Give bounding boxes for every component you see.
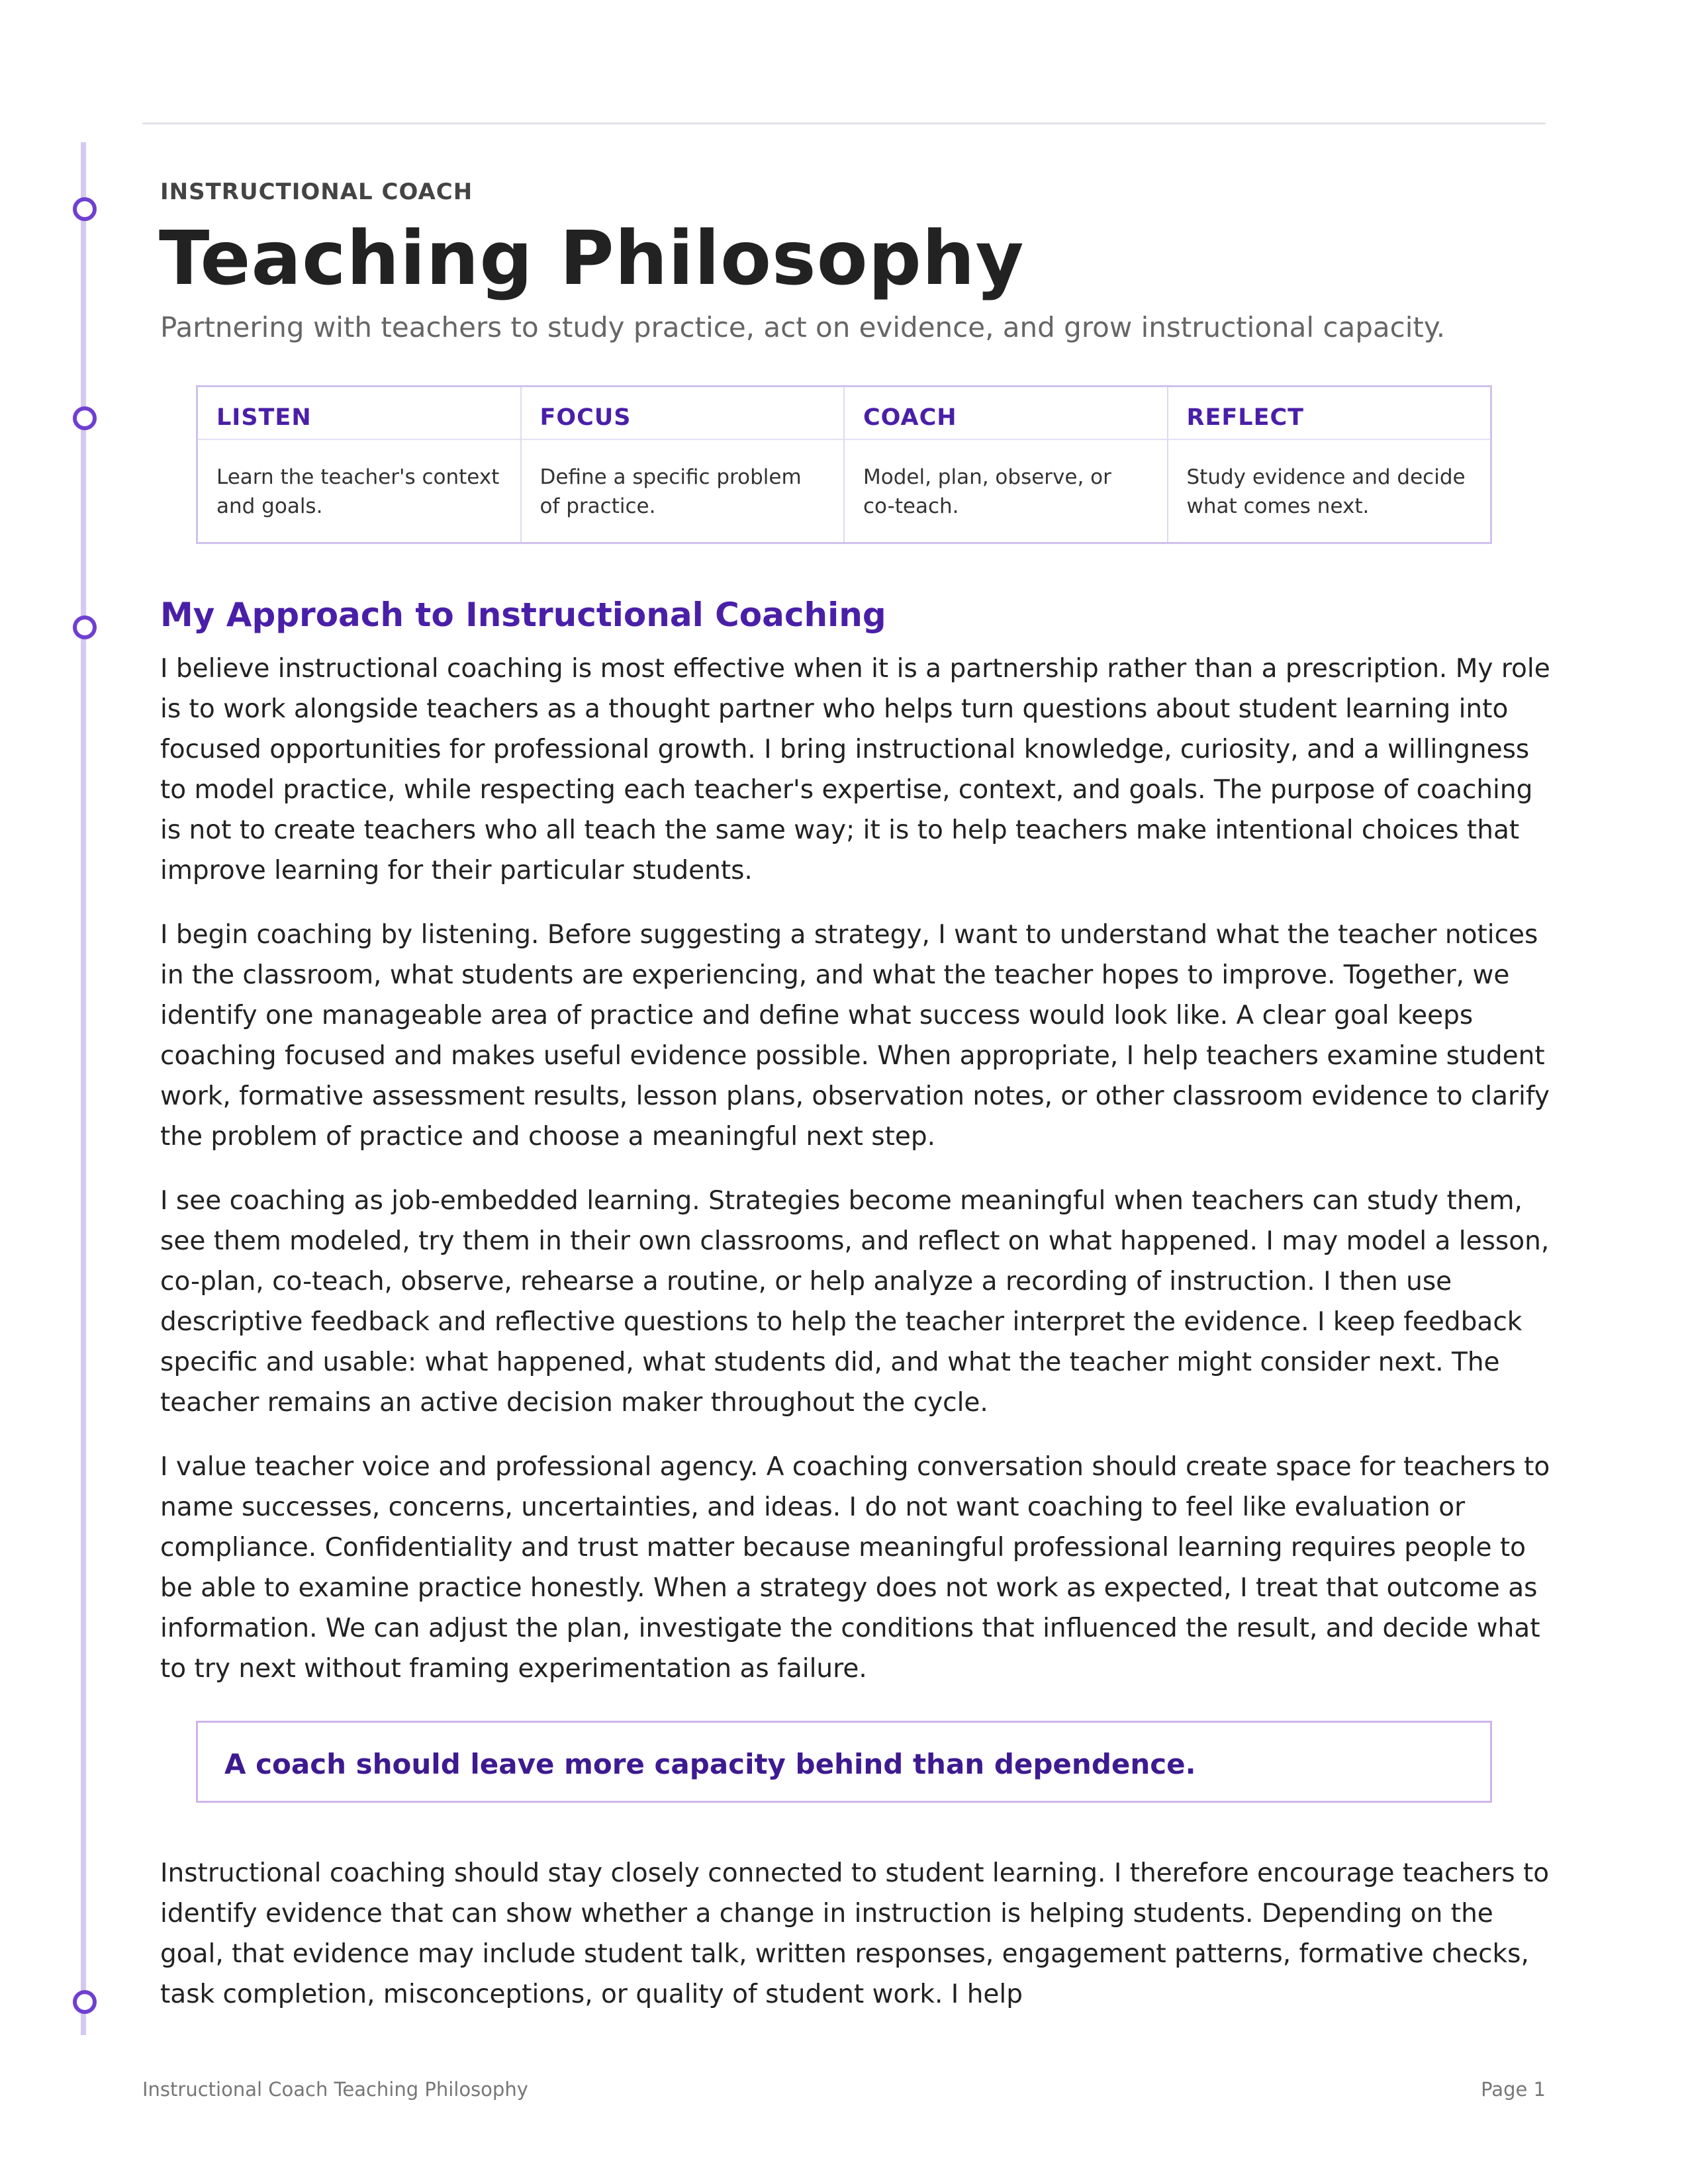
- step-description: Define a specific problem of practice.: [539, 465, 802, 518]
- step-description: Learn the teacher's context and goals.: [216, 465, 500, 518]
- coaching-cycle-table: [196, 385, 1492, 544]
- document-eyebrow: INSTRUCTIONAL COACH: [160, 179, 473, 205]
- step-listen: [198, 387, 522, 542]
- step-label: FOCUS: [522, 387, 844, 440]
- page-subtitle: Partnering with teachers to study practice, act on evidence, and grow instructional capacity.: [160, 311, 1446, 343]
- body-paragraph: I believe instructional coaching is most effective when it is a partnership rather than a prescription. My role is to work alongside teachers as a thought partner who helps turn questions about student learning into focused opportunities for professional growth. I bring instructional knowledge, curiosity, and a willingness to model practice, while respecting each teacher's expertise, context, and goals. The purpose of coaching is not to create teachers who all teach the same way; it is to help teachers make intentional choices that improve learning for their particular students.: [160, 654, 1550, 886]
- pull-quote: A coach should leave more capacity behind than dependence.: [196, 1721, 1492, 1803]
- footer-document-title: Instructional Coach Teaching Philosophy: [142, 2078, 528, 2101]
- body-paragraph: Instructional coaching should stay closely connected to student learning. I therefore encourage teachers to identify evidence that can show whether a change in instruction is helping students. Depending on the goal, that evidence may include student talk, written responses, engagement patterns, formative checks, task completion, misconceptions, or quality of student work. I help: [160, 1858, 1550, 2009]
- step-coach: [845, 387, 1168, 542]
- body-paragraph: I value teacher voice and professional agency. A coaching conversation should create space for teachers to name successes, concerns, uncertainties, and ideas. I do not want coaching to feel like evaluation or compliance. Confidentiality and trust matter because meaningful professional learning requires people to be able to examine practice honestly. When a strategy does not work as expected, I treat that outcome as information. We can adjust the plan, investigate the conditions that influenced the result, and decide what to try next without framing experimentation as failure.: [160, 1452, 1550, 1684]
- timeline-node-icon: [73, 197, 97, 221]
- page-title: Teaching Philosophy: [159, 216, 1025, 302]
- step-label: REFLECT: [1168, 387, 1491, 440]
- section-heading: My Approach to Instructional Coaching: [160, 596, 886, 634]
- step-description: Study evidence and decide what comes next.: [1186, 465, 1466, 518]
- top-divider: [142, 122, 1546, 124]
- footer-page-number: Page 1: [1481, 2078, 1546, 2101]
- body-paragraph: I see coaching as job-embedded learning. Strategies become meaningful when teachers can study them, see them modeled, try them in their own classrooms, and reflect on what happened. I may model a lesson, co-plan, co-teach, observe, rehearse a routine, or help analyze a recording of instruction. I then use descriptive feedback and reflective questions to help the teacher interpret the evidence. I keep feedback specific and usable: what happened, what students did, and what the teacher might consider next. The teacher remains an active decision maker throughout the cycle.: [160, 1186, 1550, 1418]
- timeline-node-icon: [73, 406, 97, 430]
- step-label: LISTEN: [198, 387, 520, 440]
- step-description: Model, plan, observe, or co-teach.: [863, 465, 1111, 518]
- body-paragraph: I begin coaching by listening. Before suggesting a strategy, I want to understand what the teacher notices in the classroom, what students are experiencing, and what the teacher hopes to improve. Together, we identify one manageable area of practice and define what success would look like. A clear goal keeps coaching focused and makes useful evidence possible. When appropriate, I help teachers examine student work, formative assessment results, lesson plans, observation notes, or other classroom evidence to clarify the problem of practice and choose a meaningful next step.: [160, 920, 1550, 1152]
- timeline-node-icon: [73, 615, 97, 639]
- step-label: COACH: [845, 387, 1167, 440]
- step-focus: [522, 387, 845, 542]
- step-reflect: [1168, 387, 1491, 542]
- timeline-node-icon: [73, 1990, 97, 2014]
